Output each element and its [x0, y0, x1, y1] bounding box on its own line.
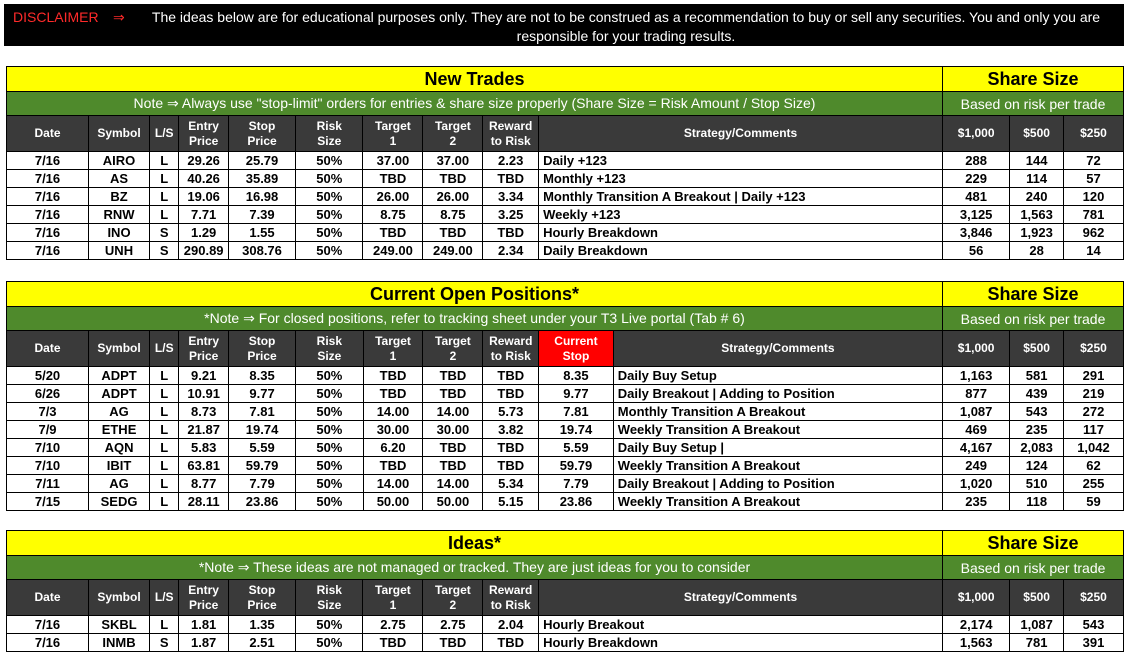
cell-risk: 50%	[296, 439, 363, 457]
cell-ls: L	[150, 206, 179, 224]
cell-target-1: 2.75	[363, 616, 423, 634]
cell-risk: 50%	[296, 170, 363, 188]
cell-entry: 8.73	[179, 403, 228, 421]
cell-target-2: 14.00	[423, 475, 483, 493]
table-row	[7, 152, 1124, 170]
cell-size-1000: 56	[943, 242, 1010, 260]
share-size-subtitle: Based on risk per trade	[942, 307, 1123, 331]
cell-target-1: 8.75	[363, 206, 423, 224]
cell-strategy: Weekly +123	[539, 206, 943, 224]
cell-entry: 19.06	[179, 188, 228, 206]
header-target-1: Target 1	[363, 116, 423, 152]
header-size-500: $500	[1010, 116, 1064, 152]
cell-size-500: 510	[1010, 475, 1064, 493]
cell-target-1: TBD	[363, 385, 423, 403]
disclaimer-label: DISCLAIMER	[13, 9, 99, 25]
cell-target-2: TBD	[423, 224, 483, 242]
cell-stop: 23.86	[228, 493, 295, 511]
cell-date: 7/16	[7, 170, 89, 188]
share-size-subtitle: Based on risk per trade	[943, 92, 1124, 116]
cell-strategy: Hourly Breakdown	[539, 634, 943, 652]
cell-stop: 8.35	[228, 367, 295, 385]
share-size-title: Share Size	[943, 67, 1124, 92]
table-row	[7, 457, 1124, 475]
cell-strategy: Monthly +123	[539, 170, 943, 188]
new-trades-table	[6, 66, 1124, 260]
cell-target-2: TBD	[423, 439, 483, 457]
cell-current-stop: 8.35	[539, 367, 614, 385]
header-size-250: $250	[1063, 116, 1123, 152]
cell-size-500: 1,087	[1010, 616, 1064, 634]
cell-reward-risk: 5.15	[483, 493, 539, 511]
cell-strategy: Daily Buy Setup |	[613, 439, 942, 457]
cell-stop: 25.79	[228, 152, 295, 170]
header-target-2: Target 2	[423, 331, 483, 367]
header-risk-size: Risk Size	[296, 116, 363, 152]
cell-symbol: SKBL	[89, 616, 150, 634]
cell-stop: 7.81	[228, 403, 295, 421]
header-symbol: Symbol	[89, 116, 150, 152]
cell-risk: 50%	[296, 493, 363, 511]
cell-risk: 50%	[296, 457, 363, 475]
cell-ls: L	[150, 616, 179, 634]
cell-risk: 50%	[296, 367, 363, 385]
cell-size-250: 72	[1063, 152, 1123, 170]
cell-reward-risk: TBD	[483, 457, 539, 475]
cell-target-2: TBD	[423, 385, 483, 403]
cell-target-2: TBD	[423, 170, 483, 188]
cell-ls: L	[150, 457, 179, 475]
cell-risk: 50%	[296, 616, 363, 634]
cell-date: 7/3	[7, 403, 89, 421]
cell-size-1000: 877	[942, 385, 1009, 403]
cell-size-1000: 1,087	[942, 403, 1009, 421]
header-size-1000: $1,000	[942, 331, 1009, 367]
cell-date: 7/16	[7, 188, 89, 206]
cell-target-1: TBD	[363, 367, 423, 385]
cell-target-2: 26.00	[423, 188, 483, 206]
cell-size-250: 291	[1063, 367, 1123, 385]
cell-risk: 50%	[296, 475, 363, 493]
cell-target-1: 14.00	[363, 475, 423, 493]
cell-size-1000: 481	[943, 188, 1010, 206]
cell-entry: 5.83	[179, 439, 228, 457]
cell-reward-risk: 5.73	[483, 403, 539, 421]
cell-stop: 7.79	[228, 475, 295, 493]
cell-target-2: TBD	[423, 634, 483, 652]
cell-ls: L	[150, 385, 179, 403]
cell-risk: 50%	[296, 206, 363, 224]
header-strategy: Strategy/Comments	[613, 331, 942, 367]
header-risk-size: Risk Size	[296, 580, 363, 616]
cell-size-500: 235	[1010, 421, 1064, 439]
header-stop-price: Stop Price	[228, 116, 295, 152]
cell-size-250: 59	[1063, 493, 1123, 511]
cell-entry: 63.81	[179, 457, 228, 475]
cell-current-stop: 7.79	[539, 475, 614, 493]
cell-current-stop: 19.74	[539, 421, 614, 439]
header-stop-price: Stop Price	[228, 580, 295, 616]
table-row	[7, 206, 1124, 224]
cell-risk: 50%	[296, 188, 363, 206]
header-target-1: Target 1	[363, 331, 423, 367]
cell-size-250: 543	[1063, 616, 1123, 634]
cell-size-250: 962	[1063, 224, 1123, 242]
ideas-table	[6, 530, 1124, 652]
cell-size-250: 781	[1063, 206, 1123, 224]
header-size-500: $500	[1010, 580, 1064, 616]
cell-size-500: 144	[1010, 152, 1064, 170]
table-row	[7, 421, 1124, 439]
cell-strategy: Monthly Transition A Breakout	[613, 403, 942, 421]
cell-current-stop: 23.86	[539, 493, 614, 511]
cell-reward-risk: TBD	[483, 634, 539, 652]
table-row	[7, 616, 1124, 634]
cell-symbol: UNH	[89, 242, 150, 260]
cell-size-1000: 229	[943, 170, 1010, 188]
cell-target-1: TBD	[363, 457, 423, 475]
share-size-subtitle: Based on risk per trade	[943, 556, 1124, 580]
cell-symbol: INO	[89, 224, 150, 242]
cell-date: 7/11	[7, 475, 89, 493]
cell-stop: 59.79	[228, 457, 295, 475]
cell-size-500: 781	[1010, 634, 1064, 652]
cell-symbol: AG	[89, 403, 150, 421]
cell-risk: 50%	[296, 385, 363, 403]
header-entry-price: Entry Price	[179, 116, 228, 152]
table-row	[7, 493, 1124, 511]
cell-size-250: 391	[1063, 634, 1123, 652]
header-reward-to-risk: Reward to Risk	[483, 580, 539, 616]
cell-size-1000: 1,163	[942, 367, 1009, 385]
header-stop-price: Stop Price	[228, 331, 295, 367]
cell-size-500: 28	[1010, 242, 1064, 260]
header-target-2: Target 2	[423, 116, 483, 152]
cell-entry: 290.89	[179, 242, 228, 260]
cell-date: 7/10	[7, 439, 89, 457]
cell-date: 7/16	[7, 242, 89, 260]
cell-target-1: 37.00	[363, 152, 423, 170]
header-size-1000: $1,000	[943, 580, 1010, 616]
cell-reward-risk: 5.34	[483, 475, 539, 493]
cell-entry: 1.87	[179, 634, 228, 652]
cell-size-500: 124	[1010, 457, 1064, 475]
header-symbol: Symbol	[89, 580, 150, 616]
cell-ls: S	[150, 634, 179, 652]
cell-entry: 1.81	[179, 616, 228, 634]
cell-size-250: 57	[1063, 170, 1123, 188]
cell-size-250: 255	[1063, 475, 1123, 493]
cell-strategy: Daily +123	[539, 152, 943, 170]
header-reward-to-risk: Reward to Risk	[483, 116, 539, 152]
cell-date: 7/16	[7, 224, 89, 242]
cell-entry: 28.11	[179, 493, 228, 511]
header-risk-size: Risk Size	[296, 331, 363, 367]
header-target-2: Target 2	[423, 580, 483, 616]
section-note: *Note ⇒ These ideas are not managed or tracked. They are just ideas for you to consider	[7, 556, 943, 580]
cell-ls: S	[150, 242, 179, 260]
cell-target-1: 14.00	[363, 403, 423, 421]
cell-target-1: TBD	[363, 634, 423, 652]
cell-reward-risk: 3.34	[483, 188, 539, 206]
cell-ls: L	[150, 421, 179, 439]
cell-current-stop: 9.77	[539, 385, 614, 403]
cell-target-2: TBD	[423, 367, 483, 385]
header-strategy: Strategy/Comments	[539, 116, 943, 152]
cell-reward-risk: TBD	[483, 224, 539, 242]
cell-size-250: 219	[1063, 385, 1123, 403]
cell-ls: L	[150, 188, 179, 206]
cell-stop: 308.76	[228, 242, 295, 260]
cell-symbol: ETHE	[89, 421, 150, 439]
section-title: Current Open Positions*	[7, 282, 943, 307]
cell-target-1: 249.00	[363, 242, 423, 260]
table-row	[7, 170, 1124, 188]
cell-stop: 1.35	[228, 616, 295, 634]
cell-target-2: 8.75	[423, 206, 483, 224]
cell-size-1000: 469	[942, 421, 1009, 439]
cell-risk: 50%	[296, 224, 363, 242]
header-size-1000: $1,000	[943, 116, 1010, 152]
header-ls: L/S	[150, 116, 179, 152]
cell-stop: 19.74	[228, 421, 295, 439]
header-date: Date	[7, 116, 89, 152]
cell-entry: 7.71	[179, 206, 228, 224]
disclaimer-arrow: ⇒	[113, 9, 125, 25]
table-row	[7, 367, 1124, 385]
cell-reward-risk: 3.82	[483, 421, 539, 439]
cell-size-1000: 249	[942, 457, 1009, 475]
cell-strategy: Weekly Transition A Breakout	[613, 457, 942, 475]
cell-ls: S	[150, 224, 179, 242]
cell-size-500: 114	[1010, 170, 1064, 188]
cell-date: 7/16	[7, 206, 89, 224]
cell-stop: 35.89	[228, 170, 295, 188]
cell-size-500: 581	[1010, 367, 1064, 385]
cell-symbol: SEDG	[89, 493, 150, 511]
cell-size-250: 272	[1063, 403, 1123, 421]
table-row	[7, 475, 1124, 493]
cell-date: 7/16	[7, 616, 89, 634]
share-size-title: Share Size	[943, 531, 1124, 556]
cell-size-500: 543	[1010, 403, 1064, 421]
cell-entry: 8.77	[179, 475, 228, 493]
header-date: Date	[7, 580, 89, 616]
header-entry-price: Entry Price	[179, 331, 228, 367]
cell-date: 7/15	[7, 493, 89, 511]
cell-reward-risk: 2.23	[483, 152, 539, 170]
cell-target-2: 14.00	[423, 403, 483, 421]
header-current-stop: Current Stop	[539, 331, 614, 367]
cell-entry: 10.91	[179, 385, 228, 403]
cell-size-1000: 235	[942, 493, 1009, 511]
cell-entry: 29.26	[179, 152, 228, 170]
cell-target-2: TBD	[423, 457, 483, 475]
cell-risk: 50%	[296, 421, 363, 439]
cell-size-500: 240	[1010, 188, 1064, 206]
cell-stop: 5.59	[228, 439, 295, 457]
cell-target-1: 6.20	[363, 439, 423, 457]
cell-size-500: 1,563	[1010, 206, 1064, 224]
cell-size-500: 118	[1010, 493, 1064, 511]
cell-current-stop: 7.81	[539, 403, 614, 421]
table-row	[7, 188, 1124, 206]
cell-symbol: RNW	[89, 206, 150, 224]
cell-reward-risk: TBD	[483, 385, 539, 403]
header-date: Date	[7, 331, 89, 367]
cell-target-2: 249.00	[423, 242, 483, 260]
cell-stop: 16.98	[228, 188, 295, 206]
cell-size-1000: 288	[943, 152, 1010, 170]
cell-target-2: 50.00	[423, 493, 483, 511]
cell-reward-risk: TBD	[483, 367, 539, 385]
cell-strategy: Daily Buy Setup	[613, 367, 942, 385]
cell-date: 7/16	[7, 152, 89, 170]
section-title: New Trades	[7, 67, 943, 92]
cell-symbol: INMB	[89, 634, 150, 652]
cell-stop: 1.55	[228, 224, 295, 242]
cell-ls: L	[150, 475, 179, 493]
cell-target-1: TBD	[363, 224, 423, 242]
cell-size-250: 14	[1063, 242, 1123, 260]
cell-target-2: 30.00	[423, 421, 483, 439]
cell-size-250: 120	[1063, 188, 1123, 206]
cell-size-1000: 3,846	[943, 224, 1010, 242]
cell-strategy: Weekly Transition A Breakout	[613, 421, 942, 439]
cell-ls: L	[150, 439, 179, 457]
cell-size-500: 439	[1010, 385, 1064, 403]
header-size-250: $250	[1063, 580, 1123, 616]
cell-risk: 50%	[296, 403, 363, 421]
cell-entry: 1.29	[179, 224, 228, 242]
table-row	[7, 242, 1124, 260]
header-size-250: $250	[1063, 331, 1123, 367]
cell-ls: L	[150, 170, 179, 188]
table-row	[7, 224, 1124, 242]
header-strategy: Strategy/Comments	[539, 580, 943, 616]
cell-current-stop: 5.59	[539, 439, 614, 457]
cell-stop: 2.51	[228, 634, 295, 652]
cell-entry: 40.26	[179, 170, 228, 188]
cell-target-1: 26.00	[363, 188, 423, 206]
cell-ls: L	[150, 403, 179, 421]
header-size-500: $500	[1010, 331, 1064, 367]
cell-symbol: IBIT	[89, 457, 150, 475]
cell-strategy: Daily Breakdown	[539, 242, 943, 260]
cell-size-1000: 4,167	[942, 439, 1009, 457]
cell-risk: 50%	[296, 634, 363, 652]
share-size-title: Share Size	[942, 282, 1123, 307]
header-target-1: Target 1	[363, 580, 423, 616]
cell-target-1: TBD	[363, 170, 423, 188]
header-entry-price: Entry Price	[179, 580, 228, 616]
cell-reward-risk: TBD	[483, 170, 539, 188]
cell-ls: L	[150, 367, 179, 385]
section-title: Ideas*	[7, 531, 943, 556]
cell-symbol: AG	[89, 475, 150, 493]
cell-reward-risk: TBD	[483, 439, 539, 457]
header-ls: L/S	[150, 331, 179, 367]
cell-target-1: 30.00	[363, 421, 423, 439]
cell-date: 7/16	[7, 634, 89, 652]
cell-ls: L	[150, 152, 179, 170]
cell-size-250: 117	[1063, 421, 1123, 439]
cell-date: 7/10	[7, 457, 89, 475]
cell-date: 5/20	[7, 367, 89, 385]
cell-size-250: 1,042	[1063, 439, 1123, 457]
cell-target-2: 2.75	[423, 616, 483, 634]
table-row	[7, 634, 1124, 652]
cell-risk: 50%	[296, 152, 363, 170]
cell-symbol: AQN	[89, 439, 150, 457]
cell-symbol: AS	[89, 170, 150, 188]
cell-strategy: Monthly Transition A Breakout | Daily +123	[539, 188, 943, 206]
cell-reward-risk: 3.25	[483, 206, 539, 224]
table-row	[7, 385, 1124, 403]
header-ls: L/S	[150, 580, 179, 616]
header-reward-to-risk: Reward to Risk	[483, 331, 539, 367]
cell-target-1: 50.00	[363, 493, 423, 511]
cell-size-1000: 1,020	[942, 475, 1009, 493]
table-row	[7, 439, 1124, 457]
cell-risk: 50%	[296, 242, 363, 260]
cell-size-1000: 1,563	[943, 634, 1010, 652]
cell-reward-risk: 2.04	[483, 616, 539, 634]
cell-ls: L	[150, 493, 179, 511]
cell-current-stop: 59.79	[539, 457, 614, 475]
disclaimer-text: The ideas below are for educational purposes only. They are not to be construed as a recommendation to buy or sell any securities. You and only you are responsible for your trading results.	[151, 9, 1101, 44]
cell-stop: 7.39	[228, 206, 295, 224]
cell-stop: 9.77	[228, 385, 295, 403]
cell-date: 7/9	[7, 421, 89, 439]
cell-size-500: 2,083	[1010, 439, 1064, 457]
section-note: *Note ⇒ For closed positions, refer to tracking sheet under your T3 Live portal (Tab # 6)	[7, 307, 943, 331]
cell-strategy: Daily Breakout | Adding to Position	[613, 475, 942, 493]
cell-entry: 21.87	[179, 421, 228, 439]
cell-symbol: ADPT	[89, 367, 150, 385]
table-row	[7, 403, 1124, 421]
cell-entry: 9.21	[179, 367, 228, 385]
cell-date: 6/26	[7, 385, 89, 403]
open-positions-table	[6, 281, 1124, 511]
header-symbol: Symbol	[89, 331, 150, 367]
cell-size-250: 62	[1063, 457, 1123, 475]
cell-symbol: BZ	[89, 188, 150, 206]
cell-strategy: Hourly Breakdown	[539, 224, 943, 242]
cell-target-2: 37.00	[423, 152, 483, 170]
cell-strategy: Daily Breakout | Adding to Position	[613, 385, 942, 403]
cell-strategy: Weekly Transition A Breakout	[613, 493, 942, 511]
cell-symbol: ADPT	[89, 385, 150, 403]
cell-size-1000: 2,174	[943, 616, 1010, 634]
cell-size-1000: 3,125	[943, 206, 1010, 224]
cell-strategy: Hourly Breakout	[539, 616, 943, 634]
cell-symbol: AIRO	[89, 152, 150, 170]
section-note: Note ⇒ Always use "stop-limit" orders for entries & share size properly (Share Size = Risk Amount / Stop Size)	[7, 92, 943, 116]
cell-reward-risk: 2.34	[483, 242, 539, 260]
cell-size-500: 1,923	[1010, 224, 1064, 242]
disclaimer-banner	[4, 4, 1124, 46]
